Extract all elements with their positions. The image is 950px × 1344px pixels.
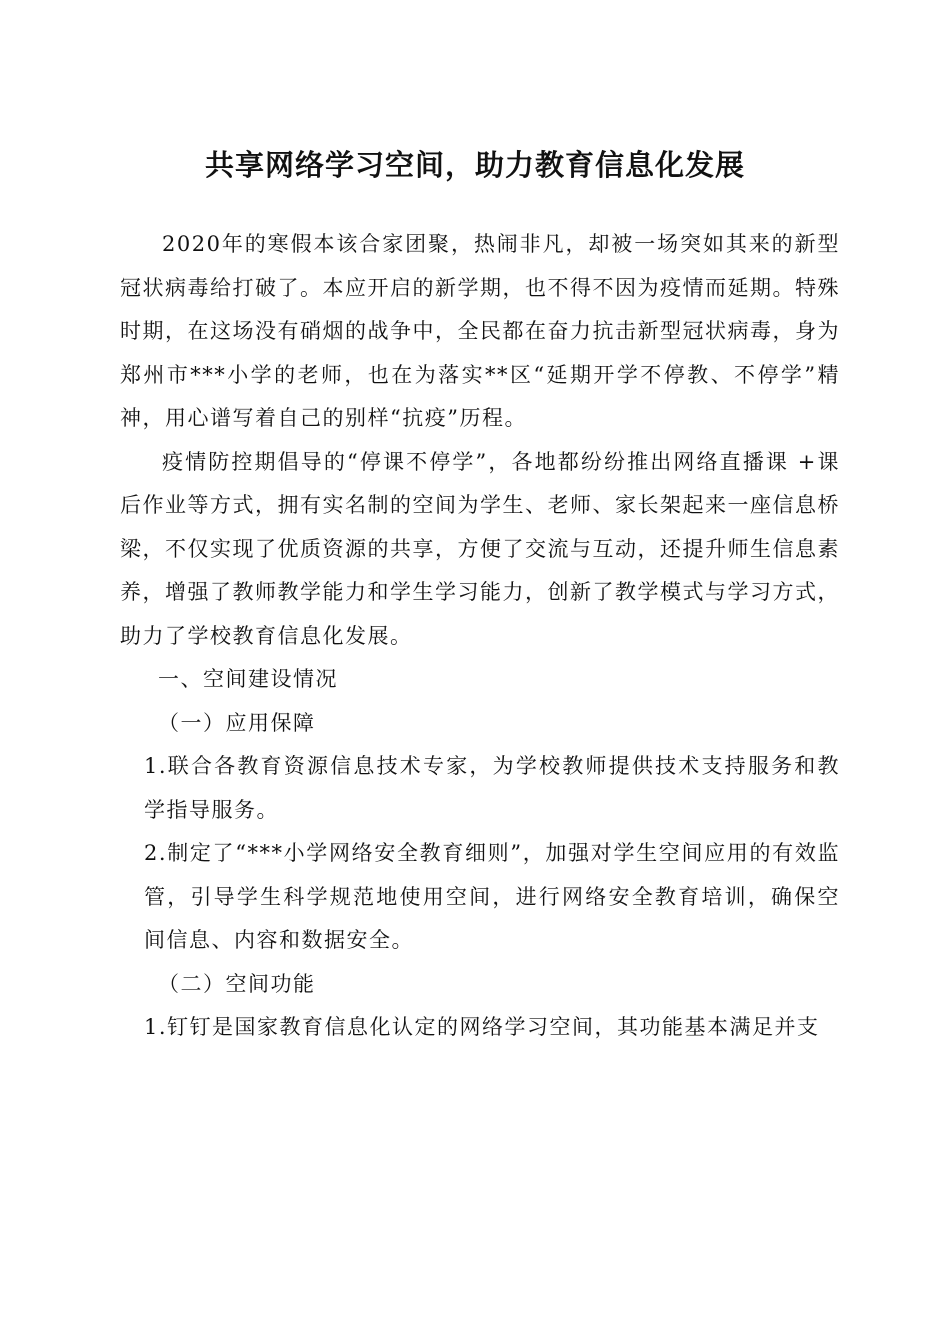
list-item-1: 1.联合各教育资源信息技术专家，为学校教师提供技术支持服务和教学指导服务。 (144, 754, 840, 822)
paragraph-background: 疫情防控期倡导的“停课不停学”，各地都纷纷推出网络直播课 +课后作业等方式，拥有实名制的空间为学生、老师、家长架起来一座信息桥梁，不仅实现了优质资源的共享，方便了交流与互动，还提升师生信息素养，增强了教师教学能力和学生学习能力，创新了教学模式与学习方式，助力了学校教育信息化发展。 (120, 449, 840, 648)
list-item-2: 2.制定了“***小学网络安全教育细则”，加强对学生空间应用的有效监管，引导学生科学规范地使用空间，进行网络安全教育培训，确保空间信息、内容和数据安全。 (144, 841, 840, 952)
document-title: 共享网络学习空间，助力教育信息化发展 (204, 148, 745, 182)
subsection-heading-2: （二）空间功能 (158, 971, 316, 996)
section-heading-1: 一、空间建设情况 (158, 667, 338, 691)
paragraph-intro: 2020年的寒假本该合家团聚，热闹非凡，却被一场突如其来的新型冠状病毒给打破了。本应开启的新学期，也不得不因为疫情而延期。特殊时期，在这场没有硝烟的战争中，全民都在奋力抗击新型冠状病毒，身为郑州市***小学的老师，也在为落实**区“延期开学不停教、不停学”精神，用心谱写着自己的别样“抗疫”历程。 (120, 232, 840, 430)
list-item-3: 1.钉钉是国家教育信息化认定的网络学习空间，其功能基本满足并支 (144, 1015, 820, 1039)
subsection-heading-1: （一）应用保障 (158, 710, 316, 735)
document-body (120, 223, 840, 1050)
